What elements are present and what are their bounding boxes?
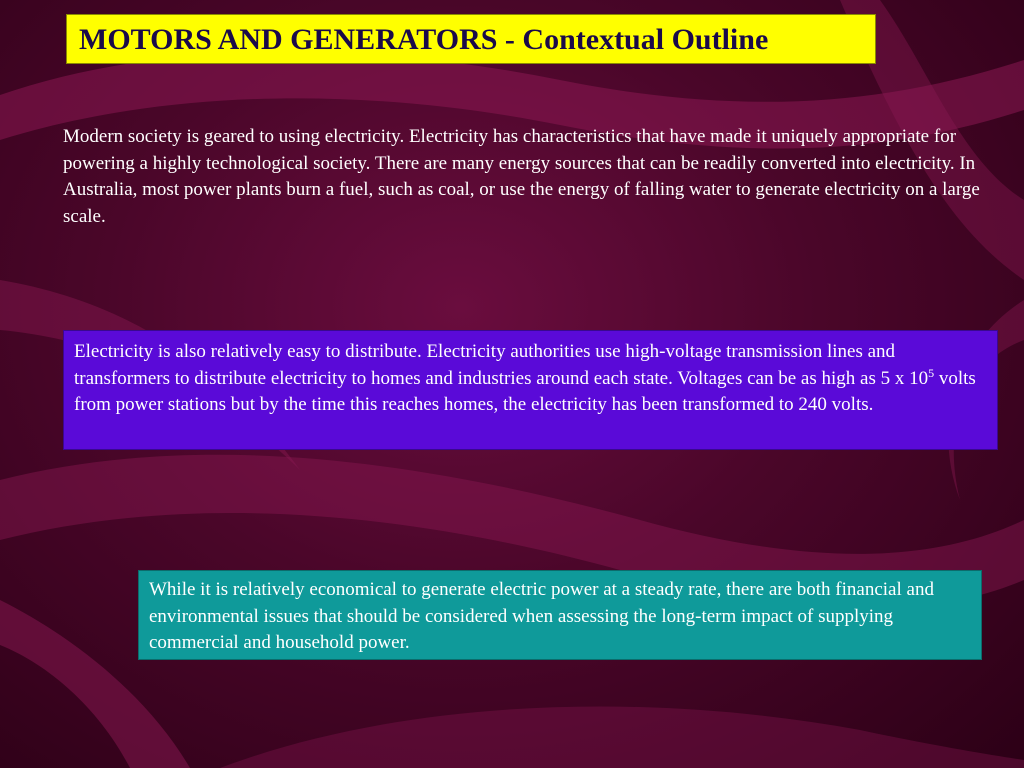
title-box <box>66 14 876 64</box>
distribution-text-end: volts from power stations but by the time this reaches homes, the electricity has been transformed to 240 volts. <box>74 367 976 415</box>
distribution-text-start: Electricity is also relatively easy to distribute. Electricity authorities use high-voltage transmission lines and transformers to distribute electricity to homes and industries around each state. Voltages can be as high as 5 x 10 <box>74 341 929 389</box>
distribution-box <box>63 330 998 450</box>
intro-paragraph: Modern society is geared to using electricity. Electricity has characteristics that have made it uniquely appropriate for powering a highly technological society. There are many energy sources that can be readily converted into electricity. In Australia, most power plants burn a fuel, such as coal, or use the energy of falling water to generate electricity on a large scale. <box>63 126 980 227</box>
economics-box <box>138 570 982 660</box>
distribution-exponent: 5 <box>928 365 935 380</box>
economics-text: While it is relatively economical to generate electric power at a steady rate, there are both financial and environmental issues that should be considered when assessing the long-term impact of supplying commercial and household power. <box>149 579 934 653</box>
slide-title: MOTORS AND GENERATORS - Contextual Outline <box>79 23 769 56</box>
swirl-bottom-band <box>220 706 1024 768</box>
